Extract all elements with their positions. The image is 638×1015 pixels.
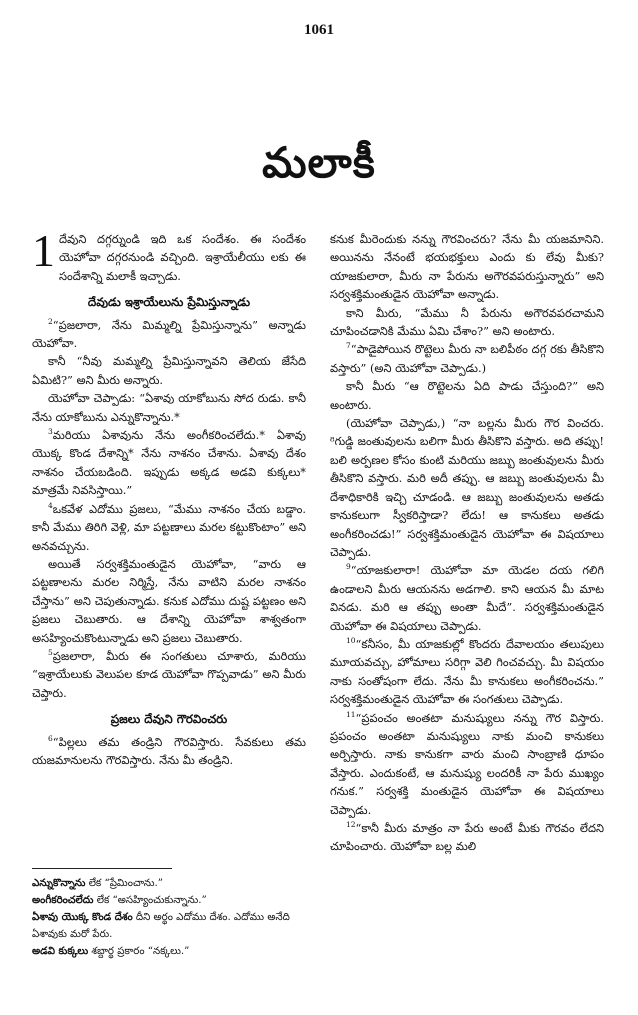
- chapter-intro: [32, 225, 306, 285]
- verse-paragraph: [32, 647, 306, 702]
- left-verses: [32, 316, 306, 703]
- verse-number: 11: [346, 709, 356, 719]
- intro-text: దేవుని దగ్గర్నుండి ఇది ఒక సందేశం. ఈ సందేశం యెహోవా దగ్గరనుండి వచ్చింది. ఇశ్రాయేలీయు లకు ఈ సందేశాన్ని మలాకీ ఇచ్చాడు.: [59, 232, 306, 283]
- section-heading-1: దేవుడు ఇశ్రాయేలును ప్రేమిస్తున్నాడు: [87, 295, 251, 310]
- verse-number: 10: [346, 636, 356, 646]
- footnote-text: లేక “ప్రేమించాను.”: [88, 878, 163, 889]
- verse-text: ఒకవేళ ఎదోము ప్రజలు, “మేము నాశనం చేయ బడ్డాం. కానీ మేము తిరిగి వెళ్లి, మా పట్టణాలు మరల కట్టుకొంటాం” అని అనవచ్చును.: [32, 501, 306, 553]
- verse-paragraph: [330, 377, 604, 414]
- verse-text: “కానీ మీరు మాత్రం నా పేరు అంటే మీకు గౌరవం లేదని చూపించారు. యెహోవా బల్ల మలి: [330, 821, 604, 854]
- verse-text: కానీ మీరు “ఆ రొట్టెలను ఏది పాడు చేస్తుంది?” అని అంటారు.: [330, 379, 604, 412]
- right-paragraphs: [330, 230, 604, 856]
- footnote: [32, 892, 306, 909]
- verse-number: 4: [48, 500, 53, 510]
- verse-text: అయితే సర్వశక్తిమంతుడైన యెహోవా, “వారు ఆ పట్టణాలను మరల నిర్మిస్తే, నేను వాటిని మరల నాశనం చేస్తాను” అని చెపుతున్నాడు. కనుక ఎదోము దుష్ట పట్టణం అని ప్రజలు చెబుతారు. ఆ దేశాన్ని యెహోవా శాశ్వతంగా అసహ్యించుకొంటున్నాడు అని ప్రజలు చెబుతారు.: [32, 556, 306, 645]
- footnote-divider: [32, 868, 172, 869]
- verse-number: 7: [346, 341, 351, 351]
- verse-text: “పిల్లలు తమ తండ్రిని గౌరవిస్తారు. సేవకులు తమ యజమానులను గౌరవిస్తారు. నేను మీ తండ్రిని.: [32, 734, 306, 767]
- footnote: [32, 943, 306, 960]
- verse-paragraph: [330, 709, 604, 819]
- footnote-term: ఎన్నుకొన్నాను: [32, 877, 86, 889]
- verse-paragraph: [32, 352, 306, 389]
- verse-paragraph: [330, 635, 604, 709]
- verse-number: 12: [346, 820, 356, 830]
- verse-text: ప్రజలారా, మీరు ఈ సంగతులు చూశారు, మరియు “ఇశ్రాయేలుకు వెలుపల కూడ యెహోవా గొప్పవాడు” అని మీరు చెప్తారు.: [32, 648, 306, 700]
- footnote-term: ఏశావు యొక్క కొండ దేశం: [32, 911, 133, 923]
- verse-paragraph: [330, 561, 604, 635]
- section-heading-2: ప్రజలు దేవుని గౌరవించరు: [110, 712, 228, 727]
- verse-paragraph: [32, 555, 306, 647]
- book-title: మలాకీ: [262, 138, 376, 187]
- footnote-term: అడవి కుక్కలు: [32, 945, 89, 957]
- footnote-list: [32, 875, 306, 960]
- verse-text: కాని మీరు, “మేము నీ పేరును అగౌరవపరచామని చూపించడానికి మేము ఏమి చేశాం?” అని అంటారు.: [330, 305, 604, 339]
- verse-text: కానీ “నీవు మమ్మల్ని ప్రేమిస్తున్నావని తెలియ జేసేది ఏమిటి?” అని మీరు అన్నారు.: [32, 354, 306, 387]
- right-column: [330, 230, 604, 856]
- verse-paragraph: [330, 304, 604, 341]
- verse-number: 2: [48, 316, 53, 326]
- footnote: [32, 875, 306, 892]
- verse-text: “ప్రపంచం అంతటా మనుష్యులు నన్ను గౌర విస్తారు. ప్రపంచం అంతటా మనుష్యులు నాకు మంచి కానుకలు అర్పిస్తారు. నాకు కానుకగా వారు మంచి సాంబ్రాణి ధూపం వేస్తారు. ఎందుకంటే, ఆ మనుష్యు లందరికీ నా పేరు ముఖ్యం గనుక.” సర్వశక్తి మంతుడైన యెహోవా ఈ విషయాలు చెప్పాడు.: [330, 710, 604, 817]
- footnote-term: అంగీకరించలేదు: [32, 894, 94, 906]
- verse-number: 9: [346, 562, 351, 572]
- verse-paragraph: [330, 819, 604, 856]
- verse-paragraph: [32, 500, 306, 555]
- verse-paragraph: [32, 733, 306, 770]
- verse-number: 6: [48, 733, 53, 743]
- footnotes: [32, 868, 306, 960]
- verse-text: “ప్రజలారా, నేను మిమ్మల్ని ప్రేమిస్తున్నాను” అన్నాడు యెహోవా.: [32, 317, 306, 351]
- verse-paragraph: [32, 389, 306, 426]
- verse-text: కనుక మీరెందుకు నన్ను గౌరవించరు? నేను మీ యజమానిని. అయినను నేనంటే భయభక్తులు ఎందు కు లేవు మీకు? యాజకులారా, మీరు నా పేరును అగౌరవపరుస్తున్నారు” అని సర్వశక్తిమంతుడైన యెహోవా అన్నాడు.: [330, 232, 604, 302]
- verse-paragraph: [32, 316, 306, 353]
- verse-number: 3: [48, 427, 53, 437]
- verse-number: 5: [48, 648, 53, 658]
- verse-paragraph: [330, 414, 604, 561]
- verse-text: “కనీసం, మీ యాజకుల్లో కొందరు దేవాలయం తలుపులు మూయవచ్చు, హోమాలు సరిగ్గా వెలి గించవచ్చు. మీ విషయం నాకు సంతోషంగా లేదు. నేను మీ కానుకలు అంగీకరించను.” సర్వశక్తిమంతుడైన యెహోవా ఈ సంగతులు చెప్పాడు.: [330, 636, 604, 707]
- verse-text: (యెహోవా చెప్పాడు,) “నా బల్లను మీరు గౌర వించరు. ⁸గుడ్డి జంతువులను బలిగా మీరు తీసికొని వస్తారు. అది తప్పు! బలి అర్పణల కోసం కుంటి మరియు జబ్బు జంతువులను మీరు తీసికొని వస్తారు. మరి అదీ తప్పు. ఆ జబ్బు జంతువులను మీ దేశాధికారికి ఇచ్చి చూడండి. ఆ జబ్బు జంతువులను అతడు కానుకలుగా స్వీకరిస్తాడా? లేదు! ఆ కానుకలు అతడు అంగీకరించడు!” సర్వశక్తిమంతుడైన యెహోవా ఈ విషయాలు చెప్పాడు.: [330, 416, 604, 559]
- left-column: [32, 225, 306, 769]
- verse-paragraph: [330, 340, 604, 377]
- footnote-text: లేక “అసహ్యించుకున్నాను.”: [96, 895, 207, 906]
- verse-text: “పాడైపోయిన రొట్టెలు మీరు నా బలిపీఠం దగ్గ రకు తీసికొని వస్తారు” (అని యెహోవా చెప్పాడు.): [330, 342, 604, 375]
- verse-text: యెహోవా చెప్పాడు: “ఏశావు యాకోబును సోద రుడు. కానీ నేను యాకోబును ఎన్నుకొన్నాను.*: [32, 391, 306, 424]
- verse-paragraph: [330, 230, 604, 304]
- footnote-text: శబ్దార్థ ప్రకారం “నక్కలు.”: [91, 946, 190, 957]
- verse-text: “యాజకులారా! యెహోవా మా యెడల దయ గలిగి ఉండాలని మీరు ఆయనను అడగాలి. కాని ఆయన మీ మాట వినడు. మరి ఆ తప్పు అంతా మీదే”. సర్వశక్తిమంతుడైన యెహోవా ఈ విషయాలు చెప్పాడు.: [330, 563, 604, 633]
- page-number: 1061: [304, 22, 334, 38]
- chapter-number: 1: [32, 225, 55, 276]
- footnote: [32, 909, 306, 943]
- verse-paragraph: [32, 426, 306, 500]
- footnote-text: దీని అర్థం ఎదోము దేశం. ఎదోము అనేది ఏశావుకు మరో పేరు.: [32, 912, 290, 940]
- verse-text: మరియు ఏశావును నేను అంగీకరించలేదు.* ఏశావు యొక్క కొండ దేశాన్ని* నేను నాశనం చేశాను. ఏశావు దేశం నాశనం చేయబడింది. ఇప్పుడు అక్కడ అడవి కుక్కలు* మాత్రమే నివసిస్తాయి.”: [32, 428, 306, 498]
